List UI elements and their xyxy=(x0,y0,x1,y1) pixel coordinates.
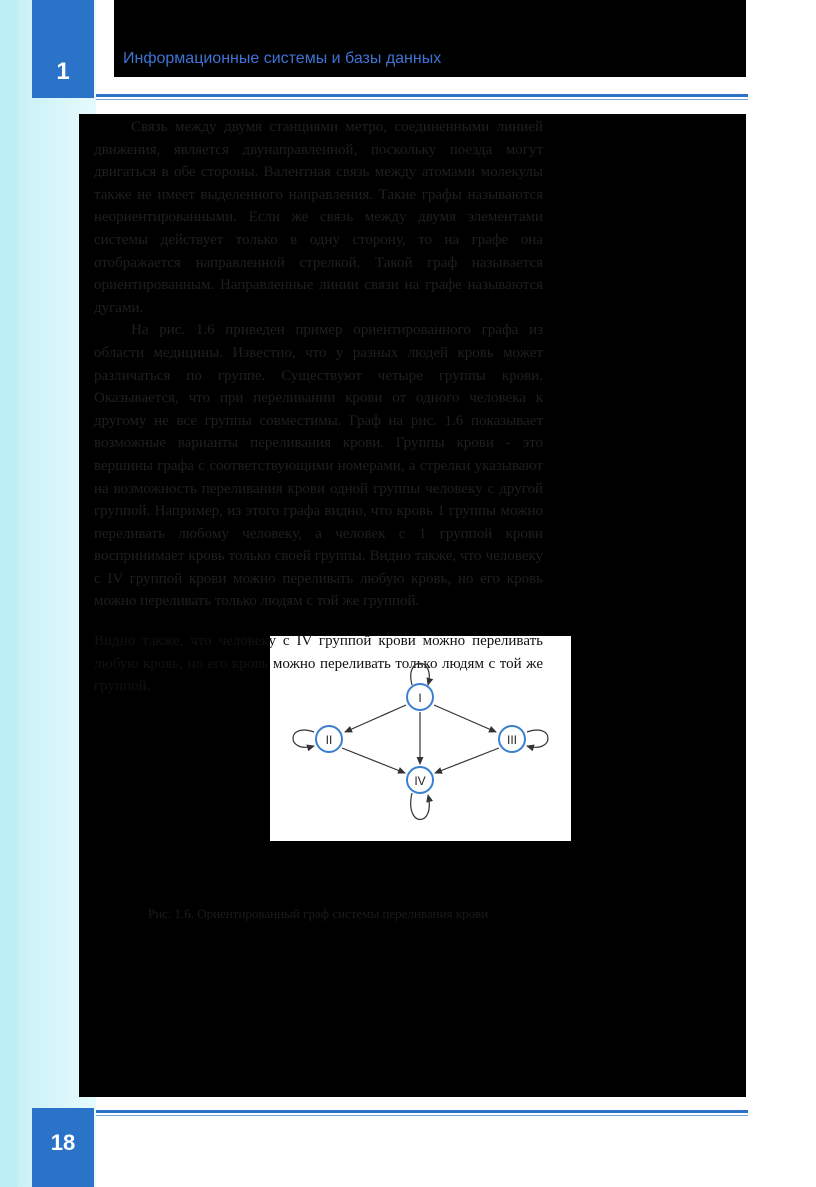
header-rule xyxy=(96,94,748,97)
paragraph-1: Связь между двумя станциями метро, соединенными линией движения, является двунаправленной, поскольку поезда могут двигаться в обе стороны. Валентная связь между атомами молекулы также не имеет выделенного направления. Такие графы называются неориентированными. Если же связь между двумя элементами системы действует только в одну сторону, то на графе она отображается направленной стрелкой. Такой граф называется ориентированным. Направленные линии связи на графе называются дугами. xyxy=(94,119,543,316)
loop-I xyxy=(411,663,430,685)
paragraph-2: На рис. 1.6 приведен пример ориентированного графа из области медицины. Известно, что у разных людей кровь может различаться по группе. Существуют четыре группы крови. Оказывается, что при переливании крови от одного человека к другому не все группы совместимы. Граф на рис. 1.6 показывает возможные варианты переливания крови. Группы крови - это вершины графа с соответствующими номерами, а стрелки указывают на возможность переливания крови одной группы человеку с другой группой. Например, из этого графа видно, что кровь 1 группы можно переливать любому человеку, а человек с 1 группой крови воспринимает кровь только своей группы. Видно также, что человеку с IV группой крови можно переливать любую кровь, но его кровь можно переливать только людям с той же группой. xyxy=(94,322,543,610)
node-II-label: II xyxy=(325,733,333,747)
node-IV-label: IV xyxy=(414,774,426,788)
figure-1-6 xyxy=(94,633,571,841)
content-panel xyxy=(79,114,746,1097)
edge-II-IV xyxy=(342,748,405,773)
page-number: 18 xyxy=(50,1130,76,1155)
figure-caption: Рис. 1.6. Ориентированный граф системы переливания крови xyxy=(148,906,489,921)
footer-rule-thin xyxy=(96,1115,748,1116)
body-text xyxy=(94,116,543,613)
figure-overlay-text: Видно также, что человеку с IV группой крови можно переливать любую кровь, но его кровь можно переливать только людям с той же группой. xyxy=(94,633,543,695)
node-I-label: I xyxy=(418,691,422,705)
page-number-tab xyxy=(32,1108,94,1187)
node-III-label: III xyxy=(506,733,518,747)
blood-transfusion-graph xyxy=(270,636,571,841)
loop-IV xyxy=(411,793,430,820)
chapter-number: 1 xyxy=(56,58,70,85)
running-header xyxy=(114,0,746,77)
footer-rule xyxy=(96,1110,748,1113)
loop-II xyxy=(293,730,314,747)
edge-III-IV xyxy=(435,748,499,773)
side-strip xyxy=(0,0,18,1187)
chapter-tab xyxy=(32,0,94,98)
loop-III xyxy=(527,730,548,747)
header-title: Информационные системы и базы данных xyxy=(123,50,442,67)
edge-I-II xyxy=(345,705,406,732)
edge-I-III xyxy=(434,705,496,732)
header-rule-thin xyxy=(96,99,748,100)
